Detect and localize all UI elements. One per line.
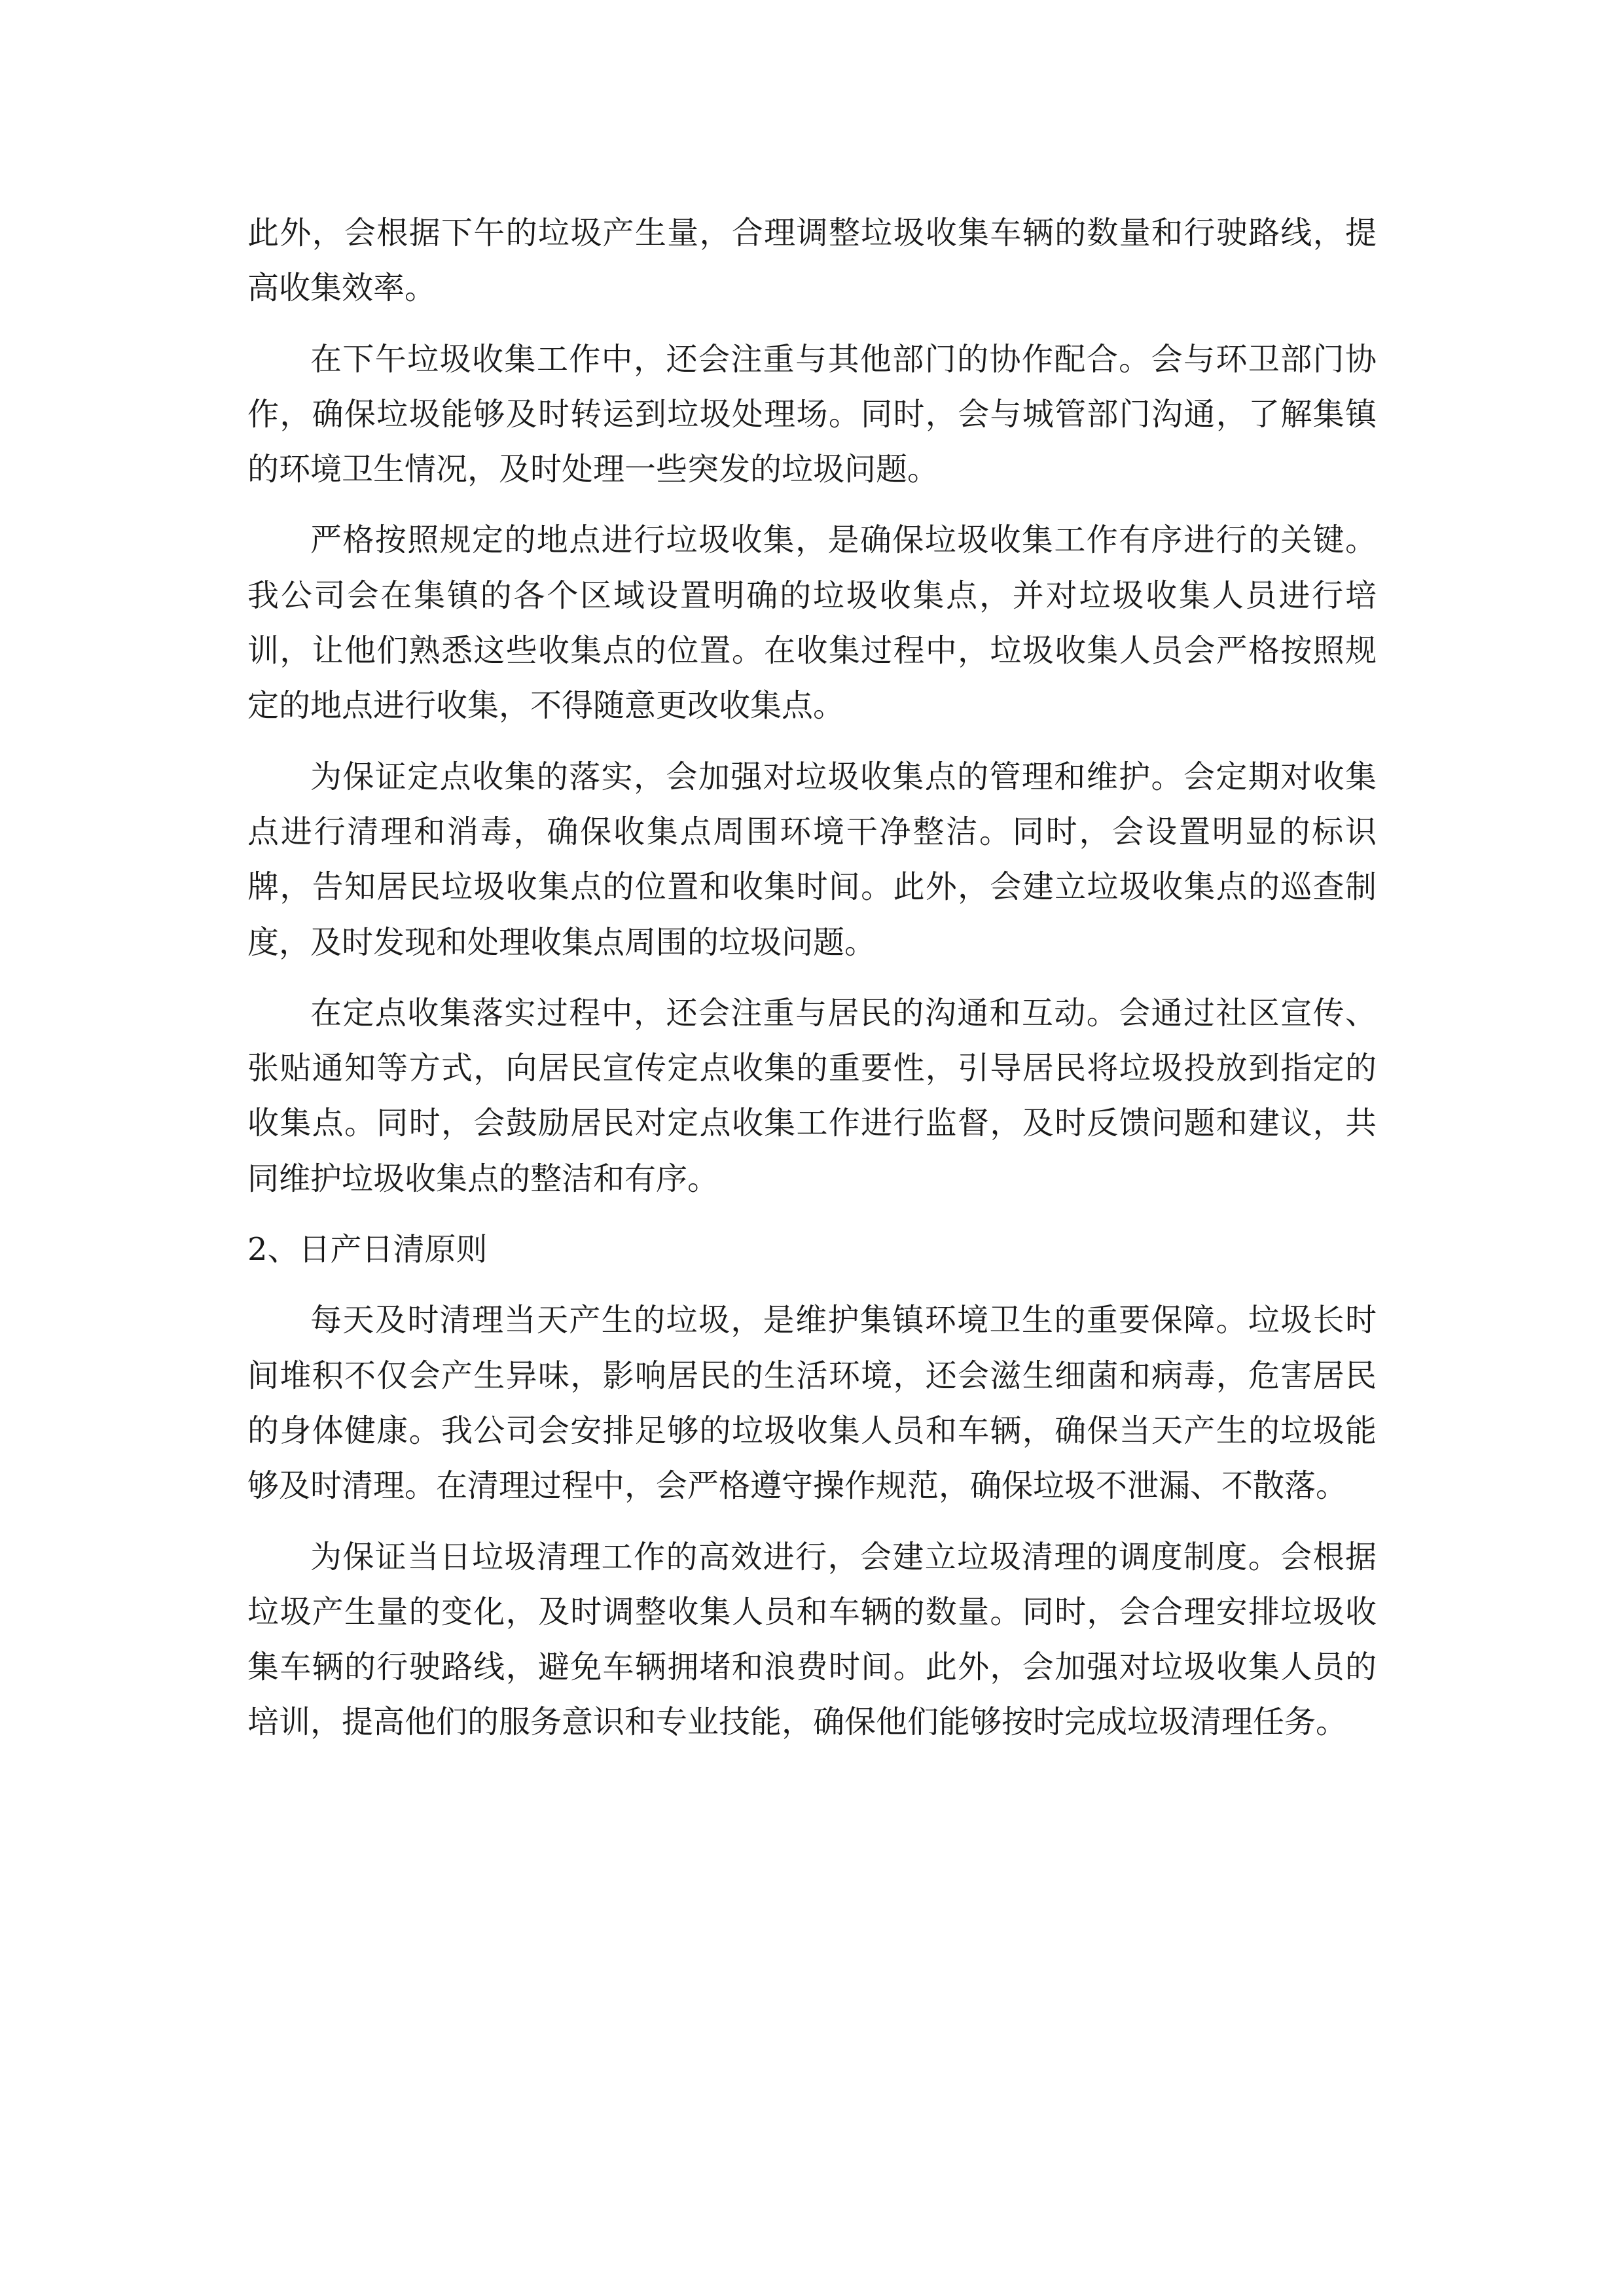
paragraph-designated-collection-points: 严格按照规定的地点进行垃圾收集，是确保垃圾收集工作有序进行的关键。我公司会在集镇的各个区域设置明确的垃圾收集点，并对垃圾收集人员进行培训，让他们熟悉这些收集点的位置。在收集过程中，垃圾收集人员会严格按照规定的地点进行收集，不得随意更改收集点。 [247, 522, 1377, 725]
section-heading-daily-clearance: 2、日产日清原则 [247, 1231, 488, 1268]
paragraph-collection-point-maintenance: 为保证定点收集的落实，会加强对垃圾收集点的管理和维护。会定期对收集点进行清理和消毒，确保收集点周围环境干净整洁。同时，会设置明显的标识牌，告知居民垃圾收集点的位置和收集时间。此外，会建立垃圾收集点的巡查制度，及时发现和处理收集点周围的垃圾问题。 [247, 758, 1377, 961]
paragraph-daily-clearance: 每天及时清理当天产生的垃圾，是维护集镇环境卫生的重要保障。垃圾长时间堆积不仅会产生异味，影响居民的生活环境，还会滋生细菌和病毒，危害居民的身体健康。我公司会安排足够的垃圾收集人员和车辆，确保当天产生的垃圾能够及时清理。在清理过程中，会严格遵守操作规范，确保垃圾不泄漏、不散落。 [247, 1302, 1377, 1505]
paragraph-department-cooperation: 在下午垃圾收集工作中，还会注重与其他部门的协作配合。会与环卫部门协作，确保垃圾能够及时转运到垃圾处理场。同时，会与城管部门沟通，了解集镇的环境卫生情况，及时处理一些突发的垃圾问题。 [247, 340, 1377, 488]
paragraph-continuation: 此外，会根据下午的垃圾产生量，合理调整垃圾收集车辆的数量和行驶路线，提高收集效率。 [247, 215, 1377, 307]
document-body [247, 206, 1377, 1766]
paragraph-resident-communication: 在定点收集落实过程中，还会注重与居民的沟通和互动。会通过社区宣传、张贴通知等方式，向居民宣传定点收集的重要性，引导居民将垃圾投放到指定的收集点。同时，会鼓励居民对定点收集工作进行监督，及时反馈问题和建议，共同维护垃圾收集点的整洁和有序。 [247, 994, 1377, 1197]
paragraph-dispatch-system: 为保证当日垃圾清理工作的高效进行，会建立垃圾清理的调度制度。会根据垃圾产生量的变化，及时调整收集人员和车辆的数量。同时，会合理安排垃圾收集车辆的行驶路线，避免车辆拥堵和浪费时间。此外，会加强对垃圾收集人员的培训，提高他们的服务意识和专业技能，确保他们能够按时完成垃圾清理任务。 [247, 1538, 1377, 1741]
